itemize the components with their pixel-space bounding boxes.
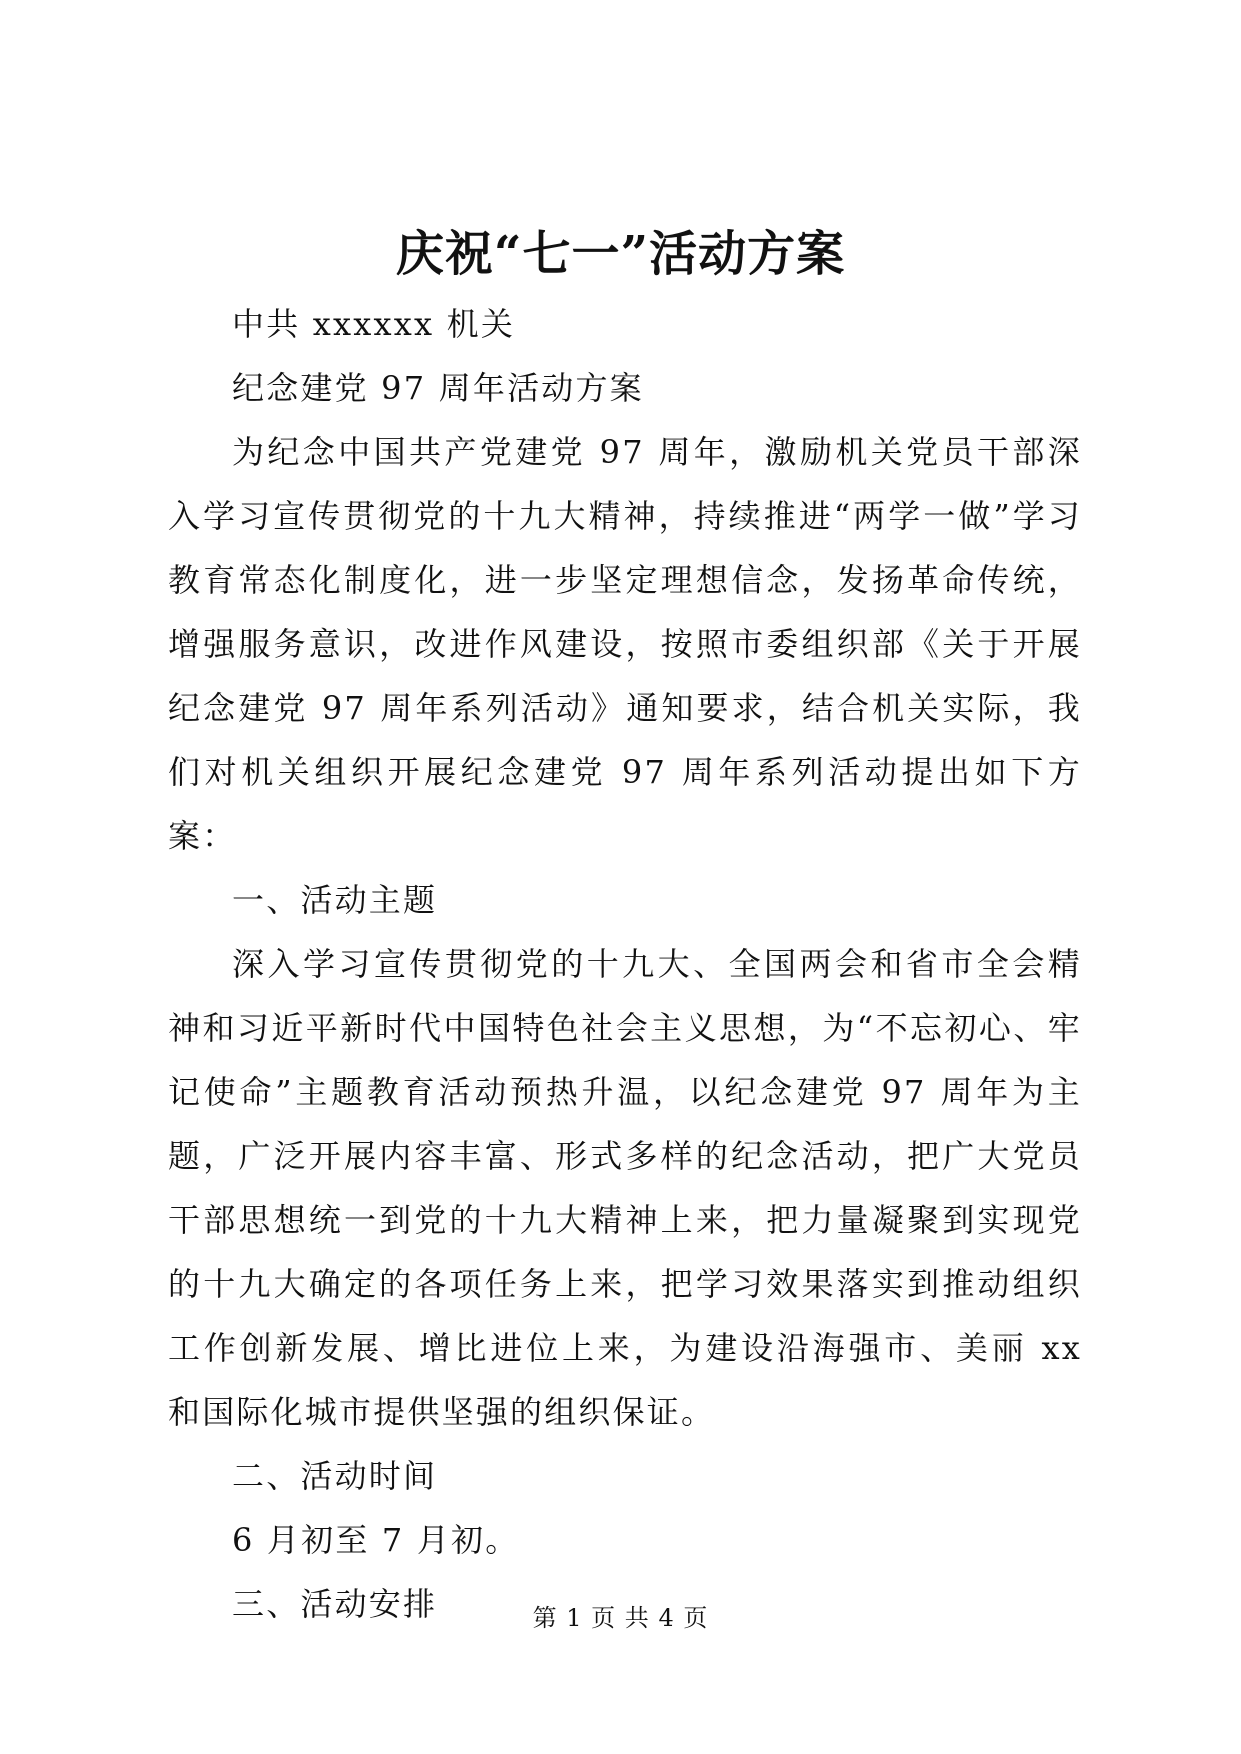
section1-heading: 一、活动主题 bbox=[232, 881, 438, 919]
section3-heading: 三、活动安排 bbox=[232, 1585, 438, 1623]
document-title: 庆祝“七一”活动方案 bbox=[395, 226, 846, 282]
section2-text: 6 月初至 7 月初。 bbox=[232, 1521, 520, 1559]
org-line: 中共 xxxxxx 机关 bbox=[232, 305, 516, 343]
section2-heading: 二、活动时间 bbox=[232, 1457, 438, 1495]
page-number-footer: 第 1 页 共 4 页 bbox=[532, 1604, 709, 1632]
document-body bbox=[168, 292, 1082, 1636]
section1-paragraph: 深入学习宣传贯彻党的十九大、全国两会和省市全会精神和习近平新时代中国特色社会主义思想，为“不忘初心、牢记使命”主题教育活动预热升温，以纪念建党 97 周年为主题，广泛开展内容丰富、形式多样的纪念活动，把广大党员干部思想统一到党的十九大精神上来，把力量凝聚到实现党的十九大确定的各项任务上来，把学习效果落实到推动组织工作创新发展、增比进位上来，为建设沿海强市、美丽 xx 和国际化城市提供坚强的组织保证。 bbox=[168, 945, 1082, 1431]
intro-paragraph: 为纪念中国共产党建党 97 周年，激励机关党员干部深入学习宣传贯彻党的十九大精神，持续推进“两学一做”学习教育常态化制度化，进一步坚定理想信念，发扬革命传统，增强服务意识，改进作风建设，按照市委组织部《关于开展纪念建党 97 周年系列活动》通知要求，结合机关实际，我们对机关组织开展纪念建党 97 周年系列活动提出如下方案： bbox=[168, 433, 1082, 855]
subtitle-line: 纪念建党 97 周年活动方案 bbox=[232, 369, 644, 407]
